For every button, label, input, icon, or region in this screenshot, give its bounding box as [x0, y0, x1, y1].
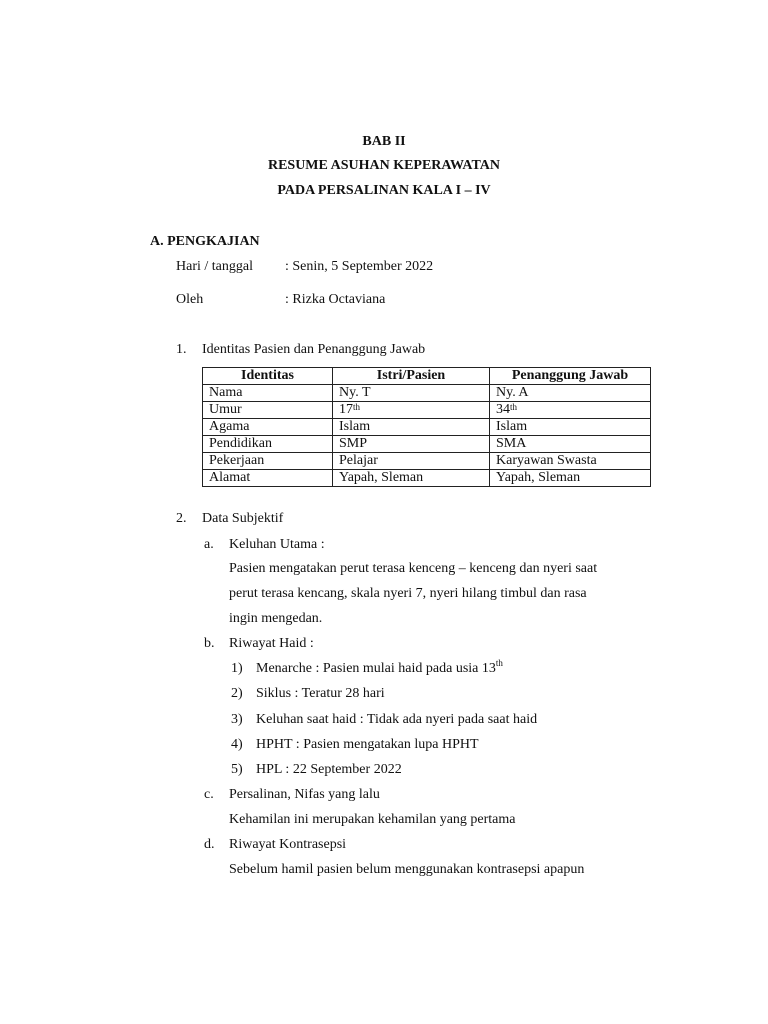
author-value: : Rizka Octaviana	[285, 292, 386, 307]
complaint-text-line3: ingin mengedan.	[229, 611, 323, 626]
author-label: Oleh	[176, 292, 204, 307]
date-value: : Senin, 5 September 2022	[285, 259, 434, 274]
table-cell: Pelajar	[333, 453, 490, 470]
subitem-d-letter: d.	[204, 837, 215, 852]
list-item: HPL : 22 September 2022	[256, 762, 402, 777]
item2-title: Data Subjektif	[202, 511, 284, 526]
ordinal-suffix: th	[353, 402, 361, 412]
subitem-c-title: Persalinan, Nifas yang lalu	[229, 787, 380, 802]
list-number: 2)	[231, 686, 243, 701]
table-row	[203, 470, 651, 487]
list-number: 4)	[231, 737, 243, 752]
table-cell: Islam	[490, 419, 651, 436]
item1-number: 1.	[176, 342, 187, 357]
table-cell: Yapah, Sleman	[490, 470, 651, 487]
table-cell	[490, 402, 651, 419]
subitem-c-text: Kehamilan ini merupakan kehamilan yang pertama	[229, 812, 516, 827]
guardian-age: 34	[496, 402, 510, 417]
identity-table	[202, 367, 651, 487]
table-cell: Nama	[203, 385, 333, 402]
subitem-d-title: Riwayat Kontrasepsi	[229, 837, 347, 852]
ordinal-suffix: th	[510, 402, 518, 412]
chapter-title: BAB II	[362, 134, 406, 149]
table-cell: Islam	[333, 419, 490, 436]
list-number: 5)	[231, 762, 243, 777]
subitem-b-title: Riwayat Haid :	[229, 636, 314, 651]
list-number: 3)	[231, 712, 243, 727]
item1-title: Identitas Pasien dan Penanggung Jawab	[202, 342, 426, 357]
table-cell: Umur	[203, 402, 333, 419]
section-a-heading: A. PENGKAJIAN	[150, 234, 260, 249]
document-title-line1: RESUME ASUHAN KEPERAWATAN	[267, 158, 501, 173]
subitem-c-letter: c.	[204, 787, 214, 802]
table-cell: SMA	[490, 436, 651, 453]
table-row	[203, 436, 651, 453]
table-cell: SMP	[333, 436, 490, 453]
table-cell	[333, 402, 490, 419]
table-cell: Yapah, Sleman	[333, 470, 490, 487]
complaint-text-line1: Pasien mengatakan perut terasa kenceng – kenceng dan nyeri saat	[229, 561, 598, 576]
patient-age: 17	[339, 402, 353, 417]
table-cell: Karyawan Swasta	[490, 453, 651, 470]
table-cell: Pekerjaan	[203, 453, 333, 470]
table-row	[203, 402, 651, 419]
subitem-d-text: Sebelum hamil pasien belum menggunakan kontrasepsi apapun	[229, 862, 585, 877]
table-cell: Ny. T	[333, 385, 490, 402]
subitem-a-letter: a.	[204, 537, 214, 552]
list-item: Keluhan saat haid : Tidak ada nyeri pada saat haid	[256, 712, 538, 727]
item2-number: 2.	[176, 511, 187, 526]
date-label: Hari / tanggal	[176, 259, 253, 274]
subitem-a-title: Keluhan Utama :	[229, 537, 325, 552]
complaint-text-line2: perut terasa kencang, skala nyeri 7, nyeri hilang timbul dan rasa	[229, 586, 587, 601]
ordinal-suffix: th	[495, 658, 503, 668]
list-item	[256, 658, 503, 677]
list-item: HPHT : Pasien mengatakan lupa HPHT	[256, 737, 479, 752]
menarche-text: Menarche : Pasien mulai haid pada usia 13	[256, 661, 496, 676]
table-header-row	[203, 368, 651, 385]
table-cell: Alamat	[203, 470, 333, 487]
subitem-b-letter: b.	[204, 636, 215, 651]
list-number: 1)	[231, 661, 243, 676]
table-row	[203, 419, 651, 436]
list-item: Siklus : Teratur 28 hari	[256, 686, 385, 701]
table-row	[203, 453, 651, 470]
table-row	[203, 385, 651, 402]
table-cell: Pendidikan	[203, 436, 333, 453]
table-cell: Ny. A	[490, 385, 651, 402]
column-header: Penanggung Jawab	[490, 368, 651, 385]
column-header: Identitas	[203, 368, 333, 385]
table-cell: Agama	[203, 419, 333, 436]
column-header: Istri/Pasien	[333, 368, 490, 385]
document-title-line2: PADA PERSALINAN KALA I – IV	[277, 183, 491, 198]
